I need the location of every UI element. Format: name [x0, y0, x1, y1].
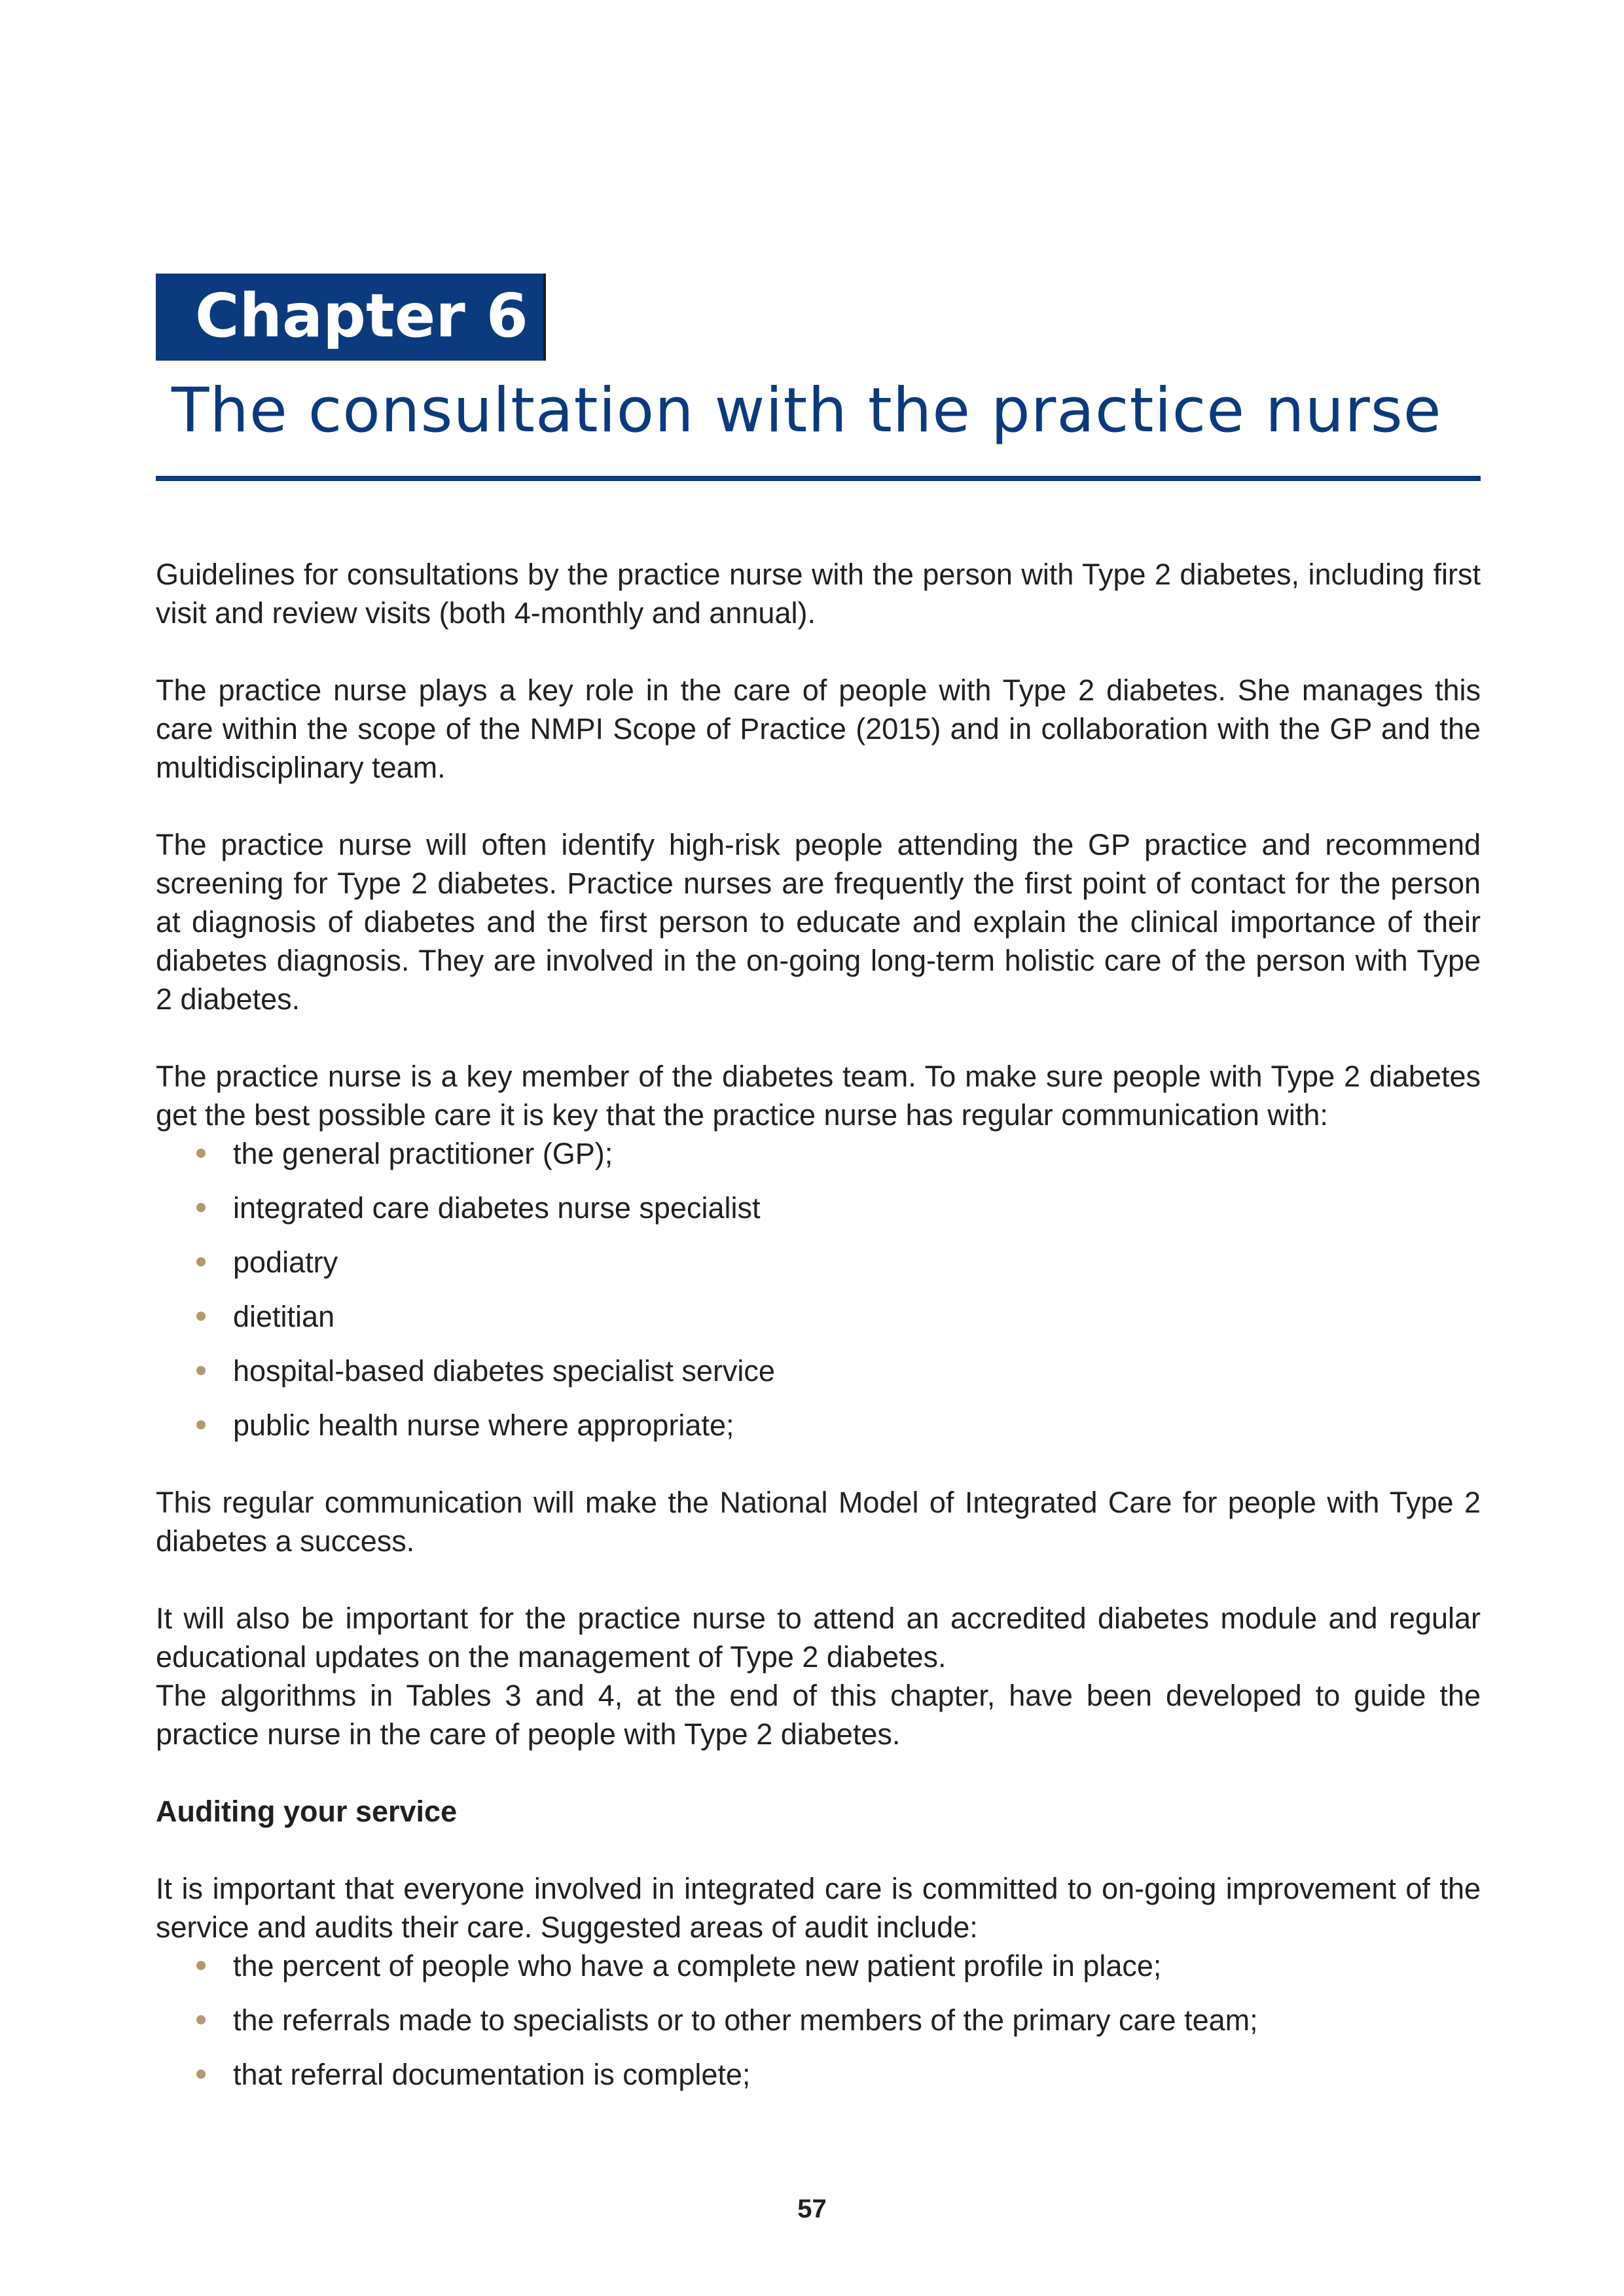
list-item — [156, 2001, 1481, 2039]
page-number: 57 — [797, 2195, 827, 2223]
list-item-text: that referral documentation is complete; — [233, 2058, 751, 2091]
communication-list — [156, 1134, 1481, 1444]
bullet-icon — [196, 1420, 206, 1429]
bullet-icon — [196, 1203, 206, 1212]
section-heading-auditing: Auditing your service — [156, 1795, 458, 1828]
bullet-icon — [196, 1257, 206, 1266]
list-item — [156, 2055, 1481, 2094]
intro-paragraph-1: Guidelines for consultations by the practice nurse with the person with Type 2 diabetes, including first visit and review visits (both 4-monthly and annual). — [156, 558, 1481, 630]
list-item — [156, 1134, 1481, 1173]
list-item — [156, 1352, 1481, 1390]
list-item-text: the general practitioner (GP); — [233, 1137, 613, 1170]
intro-paragraph-4: The practice nurse is a key member of the diabetes team. To make sure people with Type 2 diabetes get the best possible care it is key that the practice nurse has regular communication with: — [156, 1060, 1481, 1132]
paragraph-7: The algorithms in Tables 3 and 4, at the end of this chapter, have been developed to guide the practice nurse in the care of people with Type 2 diabetes. — [156, 1679, 1481, 1751]
list-item-text: podiatry — [233, 1246, 338, 1279]
list-item — [156, 1243, 1481, 1282]
audit-list — [156, 1946, 1481, 2094]
list-item-text: the referrals made to specialists or to other members of the primary care team; — [233, 2003, 1258, 2037]
list-item-text: the percent of people who have a complete new patient profile in place; — [233, 1949, 1162, 1982]
chapter-body — [156, 555, 1481, 2132]
list-item — [156, 1406, 1481, 1444]
chapter-title: The consultation with the practice nurse — [171, 375, 1442, 446]
bullet-icon — [196, 1312, 206, 1321]
list-item — [156, 1297, 1481, 1336]
list-item-text: dietitian — [233, 1300, 335, 1333]
bullet-icon — [196, 2015, 206, 2024]
paragraph-5: This regular communication will make the National Model of Integrated Care for people with Type 2 diabetes a success. — [156, 1486, 1481, 1558]
chapter-label: Chapter 6 — [195, 281, 528, 351]
list-item-text: integrated care diabetes nurse specialist — [233, 1191, 761, 1225]
list-item — [156, 1946, 1481, 1985]
bullet-icon — [196, 1366, 206, 1375]
bullet-icon — [196, 1149, 206, 1158]
list-item-text: hospital-based diabetes specialist service — [233, 1354, 775, 1388]
list-item-text: public health nurse where appropriate; — [233, 1408, 734, 1442]
list-item — [156, 1189, 1481, 1227]
intro-paragraph-2: The practice nurse plays a key role in the care of people with Type 2 diabetes. She manages this care within the scope of the NMPI Scope of Practice (2015) and in collaboration with the GP and the multidisciplinary team. — [156, 673, 1481, 784]
title-underline-divider — [156, 476, 1481, 481]
intro-paragraph-3: The practice nurse will often identify high-risk people attending the GP practice and recommend screening for Type 2 diabetes. Practice nurses are frequently the first point of contact for the person at diagnosis of diabetes and the first person to educate and explain the clinical importance of their diabetes diagnosis. They are involved in the on-going long-term holistic care of the person with Type 2 diabetes. — [156, 828, 1481, 1016]
bullet-icon — [196, 1961, 206, 1970]
chapter-label-box — [156, 274, 546, 361]
paragraph-6: It will also be important for the practice nurse to attend an accredited diabetes module and regular educational updates on the management of Type 2 diabetes. — [156, 1602, 1481, 1674]
bullet-icon — [196, 2070, 206, 2079]
audit-intro-paragraph: It is important that everyone involved in integrated care is committed to on-going improvement of the service and audits their care. Suggested areas of audit include: — [156, 1872, 1481, 1944]
